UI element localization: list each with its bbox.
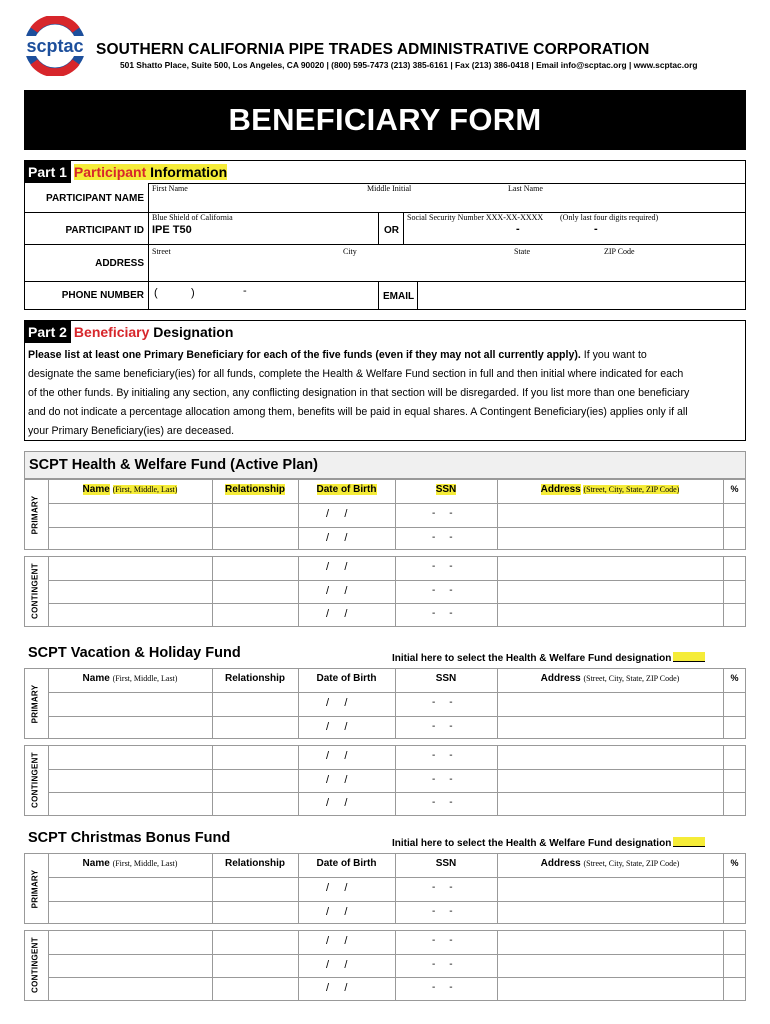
initial-here-prompt: Initial here to select the Health & Welfare Fund designation: [392, 652, 705, 664]
beneficiary-row[interactable]: [49, 930, 745, 954]
form-title: BENEFICIARY FORM: [24, 90, 746, 150]
ssn-dash-2: -: [594, 223, 598, 235]
organization-contact-info: 501 Shatto Place, Suite 500, Los Angeles, CA 90020 | (800) 595-7473 (213) 385-6161 | Fax (213) 386-0418 | Email info@scptac.org | www.scptac.org: [120, 60, 698, 70]
or-label: OR: [384, 225, 399, 236]
last-name-caption: Last Name: [508, 184, 543, 193]
organization-name: SOUTHERN CALIFORNIA PIPE TRADES ADMINISTRATIVE CORPORATION: [96, 41, 650, 58]
date-of-birth-slashes: / /: [326, 608, 348, 620]
part2-label-designation: Designation: [153, 324, 234, 340]
phone-number-label: PHONE NUMBER: [61, 290, 144, 301]
part2-tag: Part 2: [24, 321, 71, 343]
ssn-dashes: - -: [432, 608, 453, 619]
participant-id-label: PARTICIPANT ID: [65, 225, 144, 236]
primary-side-label: PRIMARY: [30, 495, 40, 534]
date-of-birth-slashes: / /: [326, 531, 348, 544]
column-header-dob: Date of Birth: [316, 484, 377, 495]
ssn-dashes: - -: [432, 982, 453, 993]
fund-title-bar: [24, 451, 746, 479]
column-header-pct: %: [730, 858, 739, 868]
column-header-ssn: SSN: [435, 673, 457, 684]
date-of-birth-slashes: / /: [326, 797, 348, 809]
ssn-dashes: - -: [432, 797, 453, 808]
column-header-address: Address (Street, City, State, ZIP Code): [540, 484, 680, 495]
beneficiary-row[interactable]: [49, 556, 745, 580]
contingent-side-label: CONTINGENT: [30, 752, 40, 809]
date-of-birth-slashes: / /: [326, 905, 348, 918]
contingent-side-label: CONTINGENT: [30, 937, 40, 994]
column-header-relationship: Relationship: [224, 673, 285, 684]
email-label: EMAIL: [383, 291, 415, 302]
beneficiary-row[interactable]: [49, 527, 745, 551]
initial-input[interactable]: [673, 837, 705, 847]
instructions-bold: Please list at least one Primary Beneficiary for each of the five funds (even if they may not all currently apply).: [28, 349, 581, 361]
column-header-ssn: SSN: [435, 484, 457, 495]
column-header-pct: %: [730, 673, 739, 683]
part1-header: [24, 161, 227, 183]
part2-label-beneficiary: Beneficiary: [73, 324, 150, 340]
part1-label-information: Information: [150, 164, 228, 180]
part1-tag: Part 1: [24, 161, 71, 183]
date-of-birth-slashes: / /: [326, 882, 348, 894]
blue-shield-caption: Blue Shield of California: [152, 213, 233, 222]
date-of-birth-slashes: / /: [326, 958, 348, 971]
contingent-side-label: CONTINGENT: [30, 563, 40, 620]
date-of-birth-slashes: / /: [326, 508, 348, 520]
part2-instructions: Please list at least one Primary Beneficiary for each of the five funds (even if they may not all currently apply). If you want to designate the same beneficiary(ies) for all funds, complete the Health & Welfare Fund section in full and then initial where indicated for each of the other funds. By initialing any section, any conflicting designation in that section will be disregarded. If you list more than one beneficiary and do not indicate a percentage allocation among them, benefits will be paid in equal shares. A Contingent Beneficiary(ies) applies only if all your Primary Beneficiary(ies) are deceased.: [28, 349, 690, 437]
primary-side-label: PRIMARY: [30, 684, 40, 723]
part1-label-participant: Participant: [73, 164, 147, 180]
beneficiary-row[interactable]: [49, 692, 745, 716]
ssn-dashes: - -: [432, 561, 453, 572]
ssn-dash-1: -: [516, 223, 520, 235]
ssn-dashes: - -: [432, 697, 453, 708]
ssn-dashes: - -: [432, 508, 453, 519]
fund-title: SCPT Health & Welfare Fund (Active Plan): [29, 457, 318, 473]
beneficiary-row[interactable]: [49, 792, 745, 816]
ssn-dashes: - -: [432, 750, 453, 761]
date-of-birth-slashes: / /: [326, 982, 348, 994]
zip-caption: ZIP Code: [604, 247, 635, 256]
column-header-dob: Date of Birth: [316, 858, 377, 869]
ssn-note: (Only last four digits required): [560, 213, 659, 222]
column-header-name: Name (First, Middle, Last): [82, 858, 178, 869]
beneficiary-row[interactable]: [49, 901, 745, 925]
ssn-dashes: - -: [432, 773, 453, 785]
column-header-address: Address (Street, City, State, ZIP Code): [540, 673, 680, 684]
beneficiary-row[interactable]: [49, 877, 745, 901]
fund-title: SCPT Vacation & Holiday Fund: [28, 645, 241, 661]
column-header-name: Name (First, Middle, Last): [82, 673, 178, 684]
date-of-birth-slashes: / /: [326, 750, 348, 762]
beneficiary-row[interactable]: [49, 769, 745, 793]
phone-dash: -: [243, 285, 247, 297]
ssn-dashes: - -: [432, 958, 453, 970]
beneficiary-row[interactable]: [49, 745, 745, 769]
phone-input[interactable]: [150, 283, 376, 308]
city-caption: City: [343, 247, 357, 256]
beneficiary-row[interactable]: [49, 716, 745, 740]
ssn-dashes: - -: [432, 720, 453, 732]
first-name-caption: First Name: [152, 184, 188, 193]
participant-id-value[interactable]: IPE T50: [152, 224, 192, 236]
ssn-dashes: - -: [432, 905, 453, 917]
column-header-ssn: SSN: [435, 858, 457, 869]
phone-open-paren: (: [154, 287, 158, 299]
column-header-name: Name (First, Middle, Last): [82, 484, 178, 495]
column-header-address: Address (Street, City, State, ZIP Code): [540, 858, 680, 869]
date-of-birth-slashes: / /: [326, 773, 348, 786]
column-header-dob: Date of Birth: [316, 673, 377, 684]
middle-initial-caption: Middle Initial: [367, 184, 412, 193]
state-caption: State: [514, 247, 530, 256]
participant-name-label: PARTICIPANT NAME: [46, 193, 144, 204]
date-of-birth-slashes: / /: [326, 720, 348, 733]
column-header-relationship: Relationship: [224, 484, 285, 495]
ssn-dashes: - -: [432, 584, 453, 596]
initial-input[interactable]: [673, 652, 705, 662]
date-of-birth-slashes: / /: [326, 935, 348, 947]
ssn-dashes: - -: [432, 935, 453, 946]
date-of-birth-slashes: / /: [326, 697, 348, 709]
fund-title: SCPT Christmas Bonus Fund: [28, 830, 231, 846]
beneficiary-row[interactable]: [49, 503, 745, 527]
logo-text: scptac: [26, 36, 84, 56]
phone-close-paren: ): [191, 287, 195, 299]
ssn-input[interactable]: [405, 224, 744, 243]
beneficiary-row[interactable]: [49, 603, 745, 627]
beneficiary-row[interactable]: [49, 580, 745, 604]
primary-side-label: PRIMARY: [30, 869, 40, 908]
ssn-dashes: - -: [432, 531, 453, 543]
email-input[interactable]: [419, 283, 744, 308]
beneficiary-row[interactable]: [49, 977, 745, 1001]
beneficiary-row[interactable]: [49, 954, 745, 978]
date-of-birth-slashes: / /: [326, 561, 348, 573]
address-input[interactable]: [150, 258, 744, 278]
participant-name-input[interactable]: [150, 194, 744, 211]
part2-header: [24, 321, 233, 343]
date-of-birth-slashes: / /: [326, 584, 348, 597]
ssn-dashes: - -: [432, 882, 453, 893]
column-header-pct: %: [730, 484, 739, 494]
ssn-caption: Social Security Number XXX-XX-XXXX: [407, 213, 544, 222]
street-caption: Street: [152, 247, 171, 256]
address-label: ADDRESS: [95, 258, 144, 269]
column-header-relationship: Relationship: [224, 858, 285, 869]
initial-here-prompt: Initial here to select the Health & Welfare Fund designation: [392, 837, 705, 849]
scptac-logo: [22, 16, 88, 76]
